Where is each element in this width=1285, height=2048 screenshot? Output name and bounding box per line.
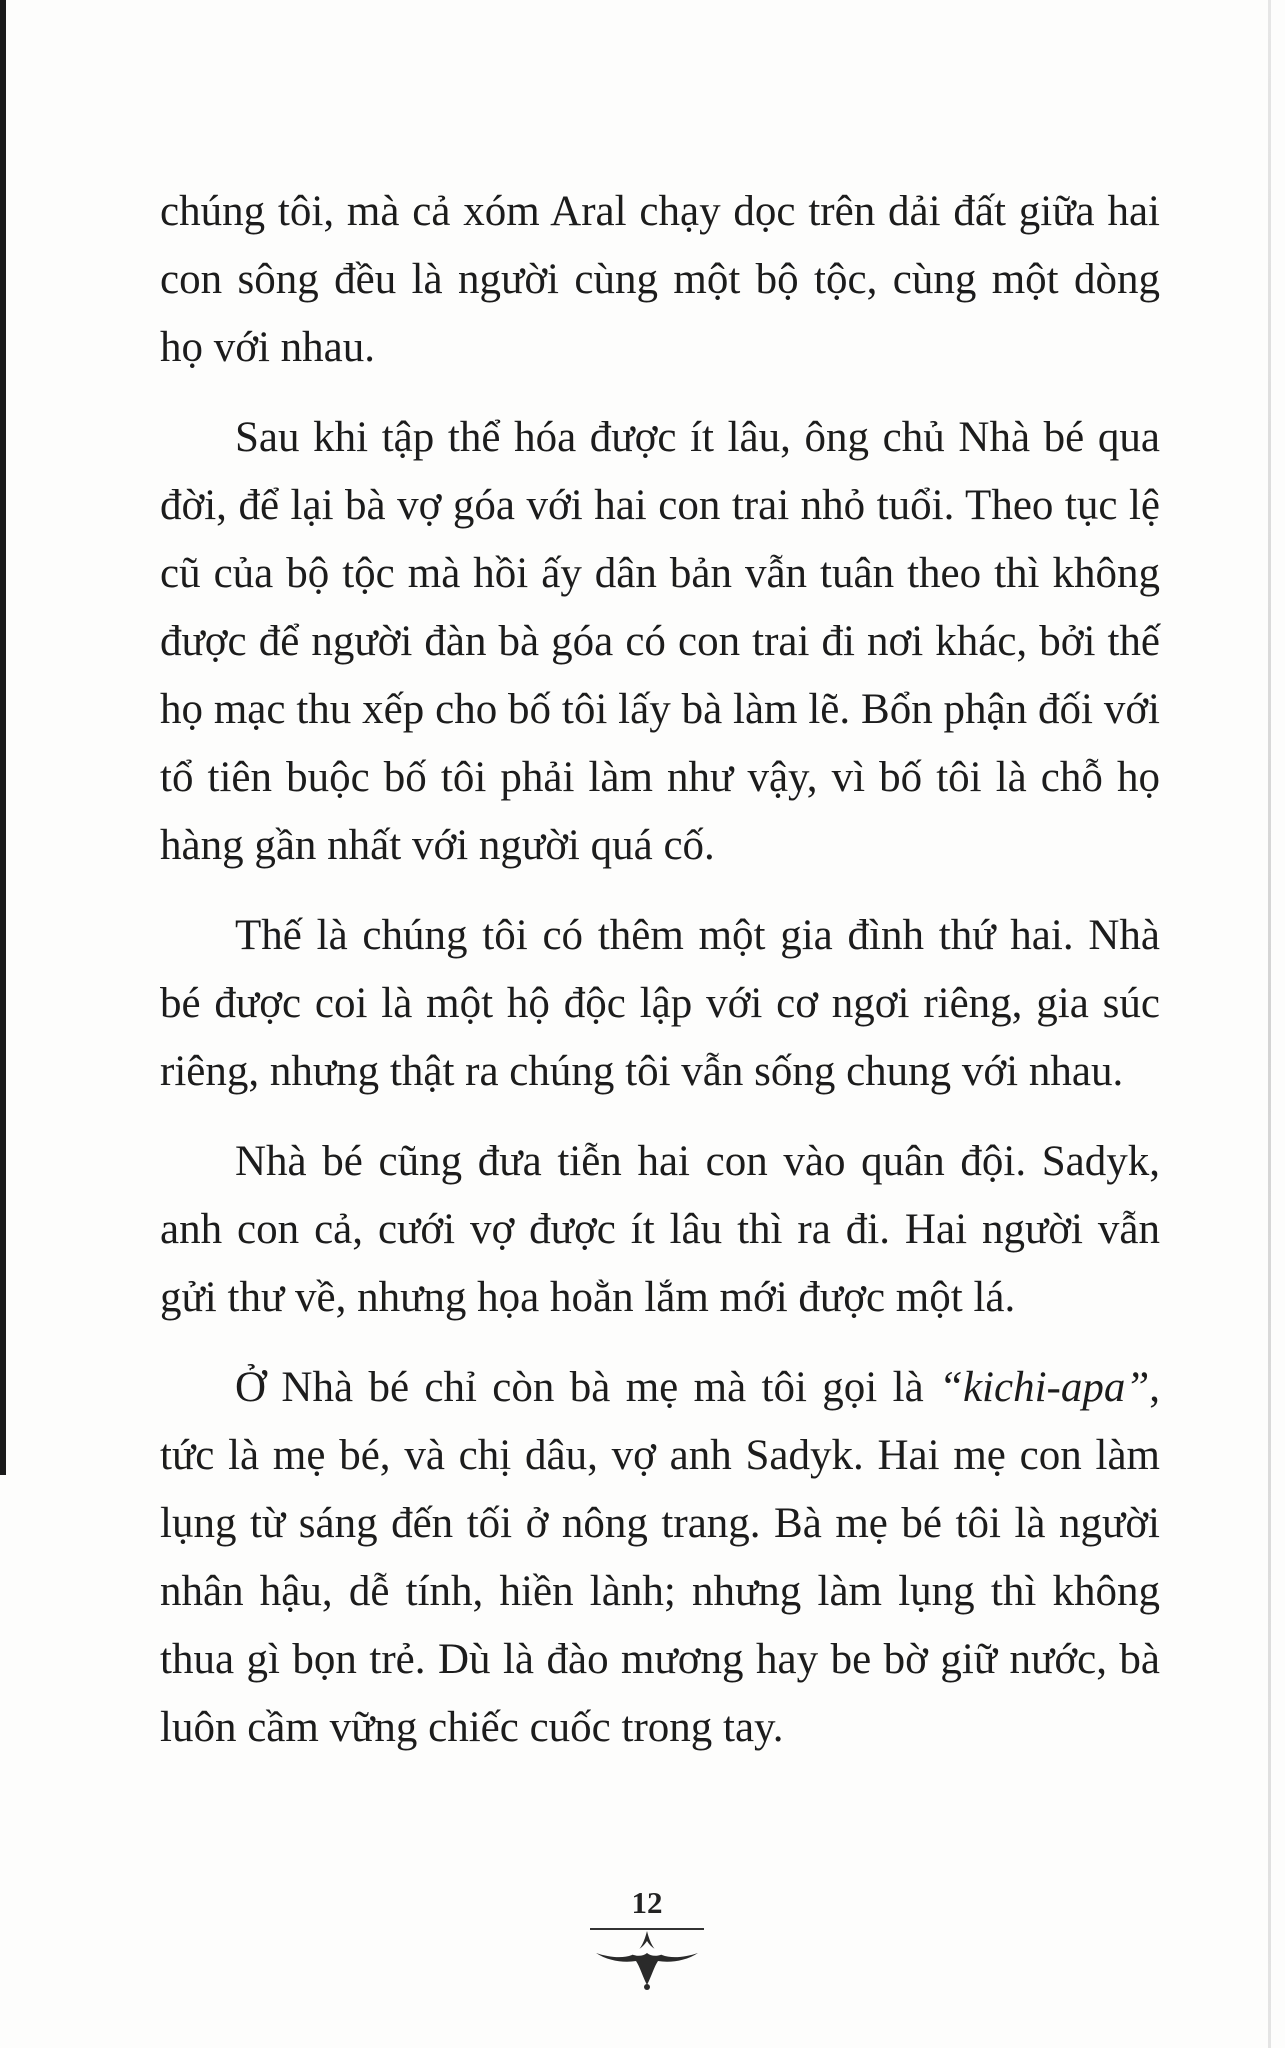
paragraph-3: [160, 902, 1160, 1106]
paragraph-2: [160, 404, 1160, 880]
body-text: [160, 178, 1160, 1784]
paragraph-text: , tức là mẹ bé, và chị dâu, vợ anh Sadyk. Hai mẹ con làm lụng từ sáng đến tối ở nông trang. Bà mẹ bé tôi là người nhân hậu, dễ tính, hiền lành; nhưng làm lụng thì không thua gì bọn trẻ. Dù là đào mương hay be bờ giữ nước, bà luôn cầm vững chiếc cuốc trong tay.: [160, 1364, 1160, 1751]
page-right-edge: [1268, 0, 1271, 2048]
paragraph-text: chúng tôi, mà cả xóm Aral chạy dọc trên dải đất giữa hai con sông đều là người cùng một bộ tộc, cùng một dòng họ với nhau.: [160, 188, 1160, 371]
paragraph-text: Nhà bé cũng đưa tiễn hai con vào quân đội. Sadyk, anh con cả, cưới vợ được ít lâu thì ra đi. Hai người vẫn gửi thư về, nhưng họa hoằn lắm mới được một lá.: [160, 1138, 1160, 1321]
paragraph-text: Thế là chúng tôi có thêm một gia đình thứ hai. Nhà bé được coi là một hộ độc lập với cơ ngơi riêng, gia súc riêng, nhưng thật ra chúng tôi vẫn sống chung với nhau.: [160, 912, 1160, 1095]
page-number: 12: [631, 1885, 663, 1920]
italic-term: “kichi-apa”: [939, 1364, 1150, 1411]
paragraph-5: [160, 1354, 1160, 1762]
paragraph-text: Ở Nhà bé chỉ còn bà mẹ mà tôi gọi là: [235, 1364, 940, 1411]
page-footer: [572, 1885, 722, 1993]
paragraph-text: Sau khi tập thể hóa được ít lâu, ông chủ Nhà bé qua đời, để lại bà vợ góa với hai con trai nhỏ tuổi. Theo tục lệ cũ của bộ tộc mà hồi ấy dân bản vẫn tuân theo thì không được để người đàn bà góa có con trai đi nơi khác, bởi thế họ mạc thu xếp cho bố tôi lấy bà làm lẽ. Bổn phận đối với tổ tiên buộc bố tôi phải làm như vậy, vì bố tôi là chỗ họ hàng gần nhất với người quá cố.: [160, 414, 1160, 869]
fleuron-ornament-icon: [582, 1923, 712, 1993]
page-left-edge-shadow: [0, 0, 6, 1475]
paragraph-4: [160, 1128, 1160, 1332]
paragraph-1: [160, 178, 1160, 382]
